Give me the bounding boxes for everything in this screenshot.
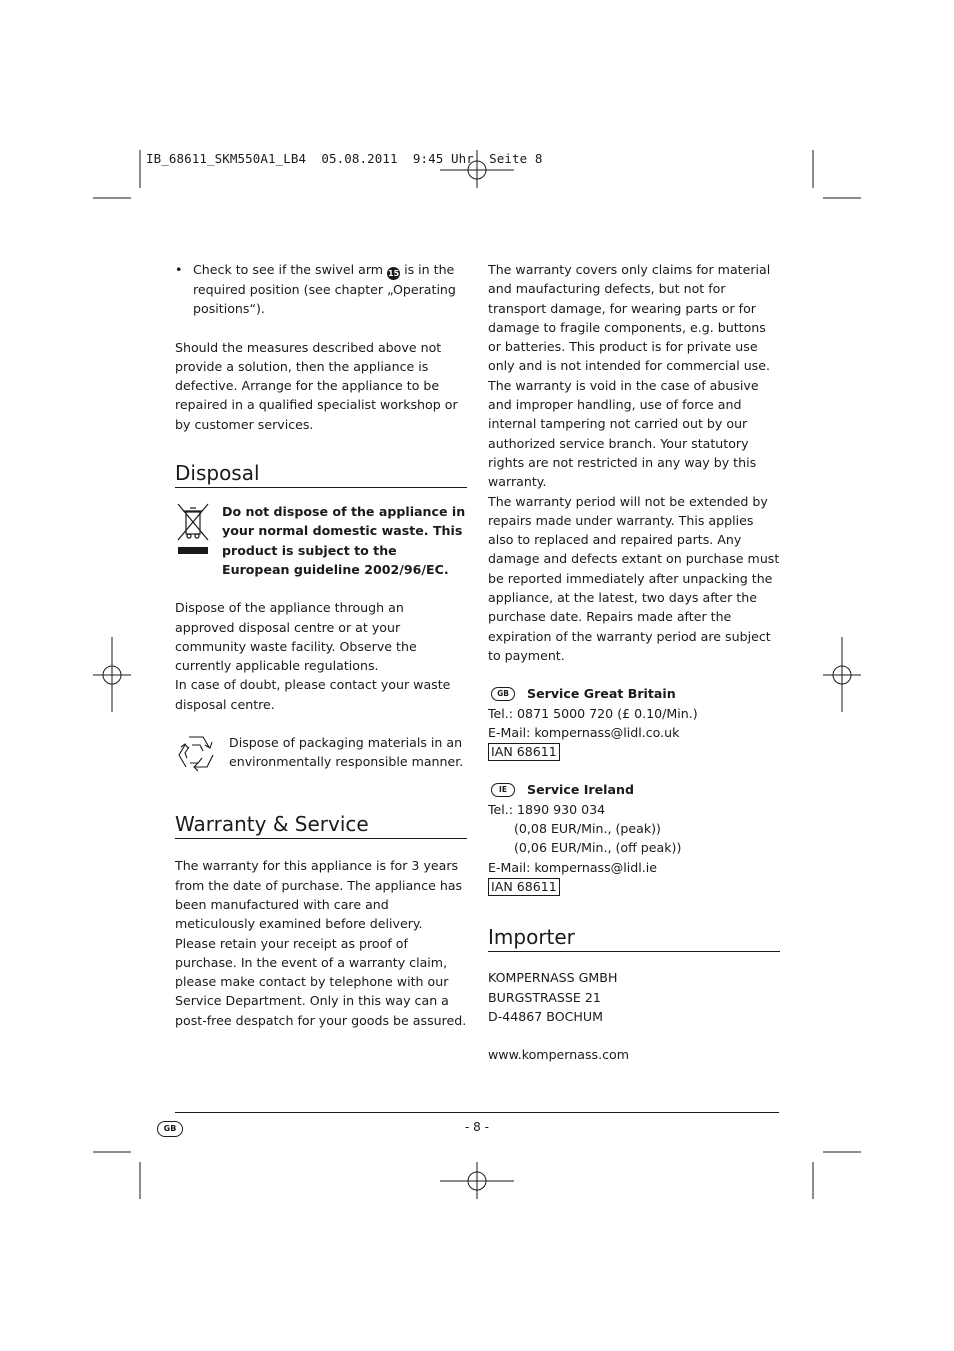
warranty-heading: Warranty & Service (175, 812, 467, 839)
right-column (488, 260, 780, 1064)
swivel-arm-number-icon: 15 (388, 269, 400, 278)
importer-street: BURGSTRASSE 21 (488, 989, 601, 1005)
ie-country-badge: IE (491, 783, 515, 797)
list-item (175, 260, 467, 319)
disposal-warning-block (175, 502, 467, 579)
gb-email: E-Mail: kompernass@lidl.co.uk (488, 724, 680, 740)
packaging-block (175, 733, 467, 778)
ie-telephone: Tel.: 1890 930 034 (488, 801, 606, 817)
disposal-paragraph-2: In case of doubt, please contact your waste disposal centre. (175, 677, 451, 712)
warranty-paragraph: The warranty for this appliance is for 3 years from the date of purchase. The appliance has been manufactured with care and meticulously examined before delivery. Please retain your receipt as proof of purchase. In the event of a warranty claim, please make contact by telephone with our Service Department. Only in this way can a post-free despatch for your goods be assured. (175, 858, 467, 1028)
ie-email: E-Mail: kompernass@lidl.ie (488, 859, 658, 875)
ie-rate-offpeak: (0,06 EUR/Min., (off peak)) (514, 840, 682, 856)
footer-country-badge: GB (157, 1121, 183, 1137)
warranty-coverage-paragraph: The warranty covers only claims for material and maufacturing defects, but not for transport damage, for wearing parts or for damage to fragile components, e.g. buttons or batteries. This product is for private use only and is not intended for commercial use. The warranty is void in the case of abusive and improper handling, use of force and internal tampering not carried out by our authorized service branch. Your statutory rights are not restricted in any way by this warranty. (488, 262, 771, 490)
ie-ian-box: IAN 68611 (488, 878, 560, 896)
disposal-paragraph: Dispose of the appliance through an approved disposal centre or at your community waste facility. Observe the currently applicable regulations. (175, 600, 417, 674)
ie-rate-peak: (0,08 EUR/Min., (peak)) (514, 821, 661, 837)
warranty-period-paragraph: The warranty period will not be extended by repairs made under warranty. This applies also to replaced and repaired parts. Any damage and defects extant on purchase must be reported immediately after unpacking the appliance, at the latest, two days after the purchase date. Repairs made after the expiration of the warranty period are subject to payment. (488, 493, 780, 663)
importer-city: D-44867 BOCHUM (488, 1008, 603, 1024)
footer-rule (175, 1112, 779, 1113)
left-column (175, 260, 467, 1030)
importer-company: KOMPERNASS GMBH (488, 970, 618, 986)
bullet-text: Check to see if the swivel arm 15 is in the required position (see chapter „Operating positions“). (193, 262, 456, 317)
gb-telephone: Tel.: 0871 5000 720 (£ 0.10/Min.) (488, 705, 698, 721)
service-gb-title: GB Service Great Britain (488, 684, 780, 703)
gb-ian-box: IAN 68611 (488, 743, 560, 761)
disposal-warning-text: Do not dispose of the appliance in your normal domestic waste. This product is subject to the European guideline 2002/96/EC. (222, 504, 466, 577)
troubleshoot-paragraph: Should the measures described above not provide a solution, then the appliance is defective. Arrange for the appliance to be repaired in a qualified specialist workshop or by customer services. (175, 339, 458, 432)
print-slug: IB_68611_SKM550A1_LB4 05.08.2011 9:45 Uhr Seite 8 (146, 151, 543, 166)
importer-website: www.kompernass.com (488, 1047, 629, 1063)
service-ie-title: IE Service Ireland (488, 780, 780, 799)
importer-heading: Importer (488, 925, 780, 952)
gb-country-badge: GB (491, 687, 515, 701)
packaging-text: Dispose of packaging materials in an environmentally responsible manner. (229, 735, 464, 770)
recycling-icon (175, 733, 217, 773)
page-number: - 8 - (465, 1120, 489, 1134)
bullet-dot: • (175, 262, 183, 277)
disposal-heading: Disposal (175, 461, 467, 488)
crossed-bin-icon (175, 502, 211, 558)
